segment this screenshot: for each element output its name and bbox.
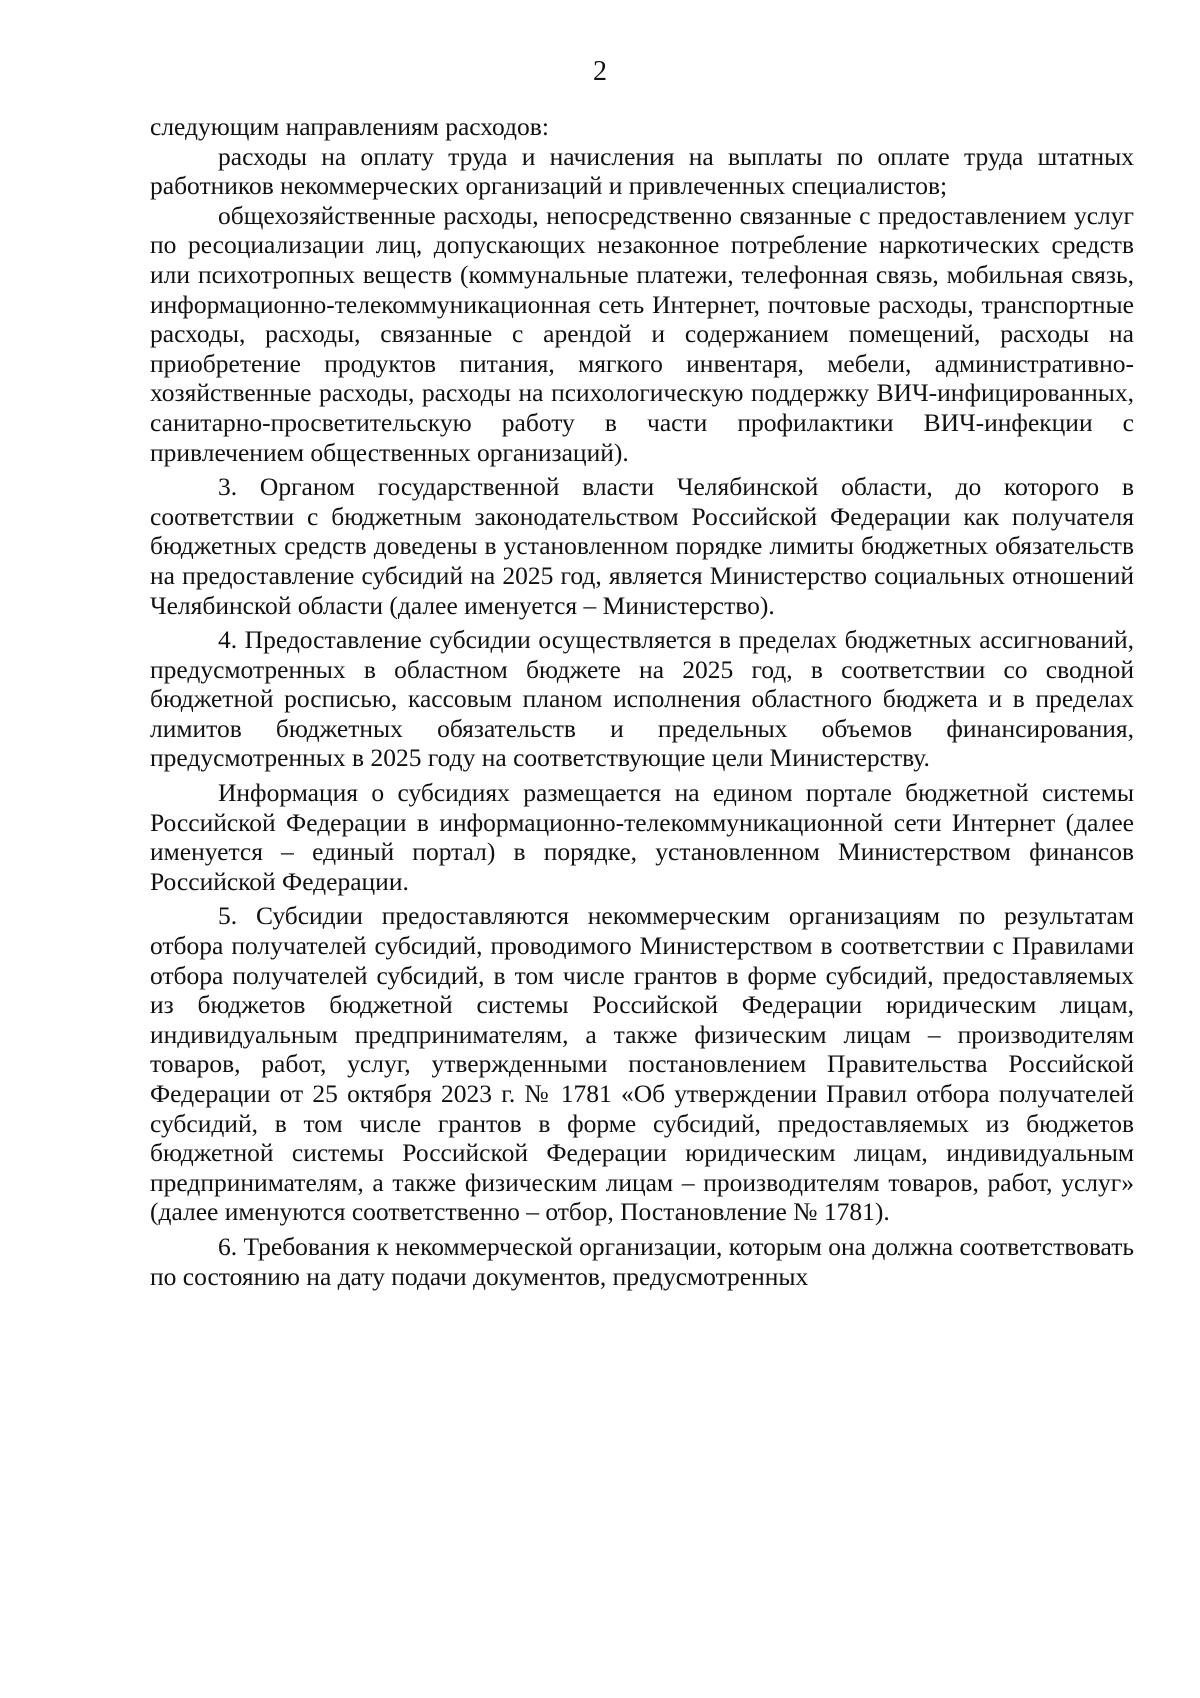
paragraph-general-costs: общехозяйственные расходы, непосредственно связанные с предоставлением услуг по ресоциализации лиц, допускающих незаконное потребление наркотических средств или психотропных веществ (коммунальные платежи, телефонная связь, мобильная связь, информационно-телекоммуникационная сеть Интернет, почтовые расходы, транспортные расходы, расходы, связанные с арендой и содержанием помещений, расходы на приобретение продуктов питания, мягкого инвентаря, мебели, административно-хозяйственные расходы, расходы на психологическую поддержку ВИЧ-инфицированных, санитарно-просветительскую работу в части профилактики ВИЧ-инфекции с привлечением общественных организаций).: [150, 200, 1134, 467]
paragraph-item-4: 4. Предоставление субсидии осуществляется в пределах бюджетных ассигнований, предусмотренных в областном бюджете на 2025 год, в соответствии со сводной бюджетной росписью, кассовым планом исполнения областного бюджета и в пределах лимитов бюджетных обязательств и предельных объемов финансирования, предусмотренных в 2025 году на соответствующие цели Министерству.: [150, 625, 1134, 773]
paragraph-subsidy-info: Информация о субсидиях размещается на едином портале бюджетной системы Российской Федерации в информационно-телекоммуникационной сети Интернет (далее именуется – единый портал) в порядке, установленном Министерством финансов Российской Федерации.: [150, 778, 1134, 896]
document-body: [150, 112, 1134, 1291]
paragraph-labor-costs: расходы на оплату труда и начисления на выплаты по оплате труда штатных работников некоммерческих организаций и привлеченных специалистов;: [150, 141, 1134, 201]
paragraph-item-5: 5. Субсидии предоставляются некоммерческим организациям по результатам отбора получателей субсидий, проводимого Министерством в соответствии с Правилами отбора получателей субсидий, в том числе грантов в форме субсидий, предоставляемых из бюджетов бюджетной системы Российской Федерации юридическим лицам, индивидуальным предпринимателям, а также физическим лицам – производителям товаров, работ, услуг, утвержденными постановлением Правительства Российской Федерации от 25 октября 2023 г. № 1781 «Об утверждении Правил отбора получателей субсидий, в том числе грантов в форме субсидий, предоставляемых из бюджетов бюджетной системы Российской Федерации юридическим лицам, индивидуальным предпринимателям, а также физическим лицам – производителям товаров, работ, услуг» (далее именуются соответственно – отбор, Постановление № 1781).: [150, 901, 1134, 1227]
paragraph-item-3: 3. Органом государственной власти Челябинской области, до которого в соответствии с бюджетным законодательством Российской Федерации как получателя бюджетных средств доведены в установленном порядке лимиты бюджетных обязательств на предоставление субсидий на 2025 год, является Министерство социальных отношений Челябинской области (далее именуется – Министерство).: [150, 472, 1134, 620]
page-number: 2: [593, 56, 607, 87]
paragraph-continuation: следующим направлениям расходов:: [150, 112, 549, 141]
paragraph-item-6: 6. Требования к некоммерческой организации, которым она должна соответствовать по состоянию на дату подачи документов, предусмотренных: [150, 1231, 1134, 1291]
